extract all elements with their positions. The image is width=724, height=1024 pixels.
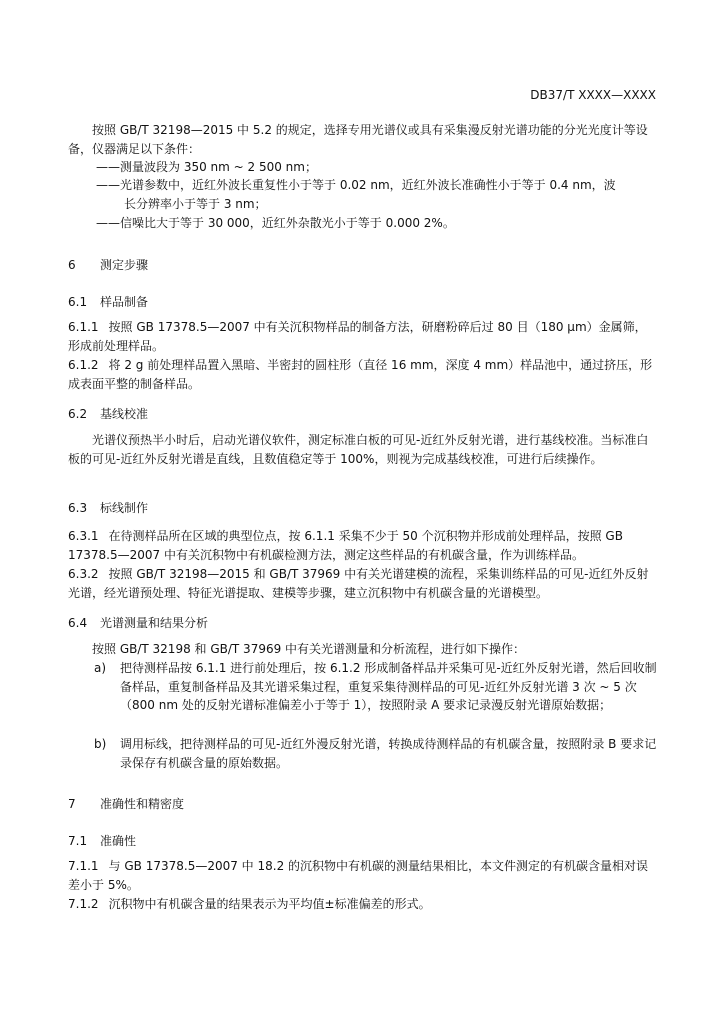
requirement-item-2: [96, 176, 656, 213]
section-number: 6.1: [68, 295, 88, 309]
list-text: 把待测样品按 6.1.1 进行前处理后，按 6.1.2 形成制备样品并采集可见-近红外反射光谱，然后回收制备样品，重复制备样品及其光谱采集过程，重复采集待测样品的可见-近红外反射光谱 3 次 ~ 5 次（800 nm 处的反射光谱标准偏差小于等于 1），按照附录 A 要求记录漫反射光谱原始数据；: [120, 661, 657, 712]
section-number: 6.4: [68, 616, 88, 630]
clause-6-3-2: [68, 565, 658, 602]
intro-paragraph: 按照 GB/T 32198—2015 中 5.2 的规定，选择专用光谱仪或具有采集漫反射光谱功能的分光光度计等设备，仪器满足以下条件：: [68, 123, 648, 156]
section-number: 7: [68, 797, 76, 811]
clause-text: 在待测样品所在区域的典型位点，按 6.1.1 采集不少于 50 个沉积物并形成前处理样品，按照 GB 17378.5—2007 中有关沉积物中有机碳检测方法，测定这些样品的有机碳含量，作为训练样品。: [68, 529, 623, 562]
requirement-item-2-line-2: 长分辨率小于等于 3 nm；: [124, 196, 267, 211]
section-title: 准确性: [100, 834, 137, 848]
section-number: 6: [68, 258, 76, 272]
clause-6-3-1: [68, 527, 658, 564]
section-title: 基线校准: [100, 407, 149, 421]
clause-text: 按照 GB/T 32198—2015 和 GB/T 37969 中有关光谱建模的流程，采集训练样品的可见-近红外反射光谱，经光谱预处理、特征光谱提取、建模等步骤，建立沉积物中有机碳含量的光谱模型。: [68, 567, 649, 600]
section-7-1-heading: [68, 832, 136, 849]
section-title: 样品制备: [100, 295, 149, 309]
section-6-2-paragraph: 光谱仪预热半小时后，启动光谱仪软件，测定标准白板的可见-近红外反射光谱，进行基线校准。当标准白板的可见-近红外反射光谱是直线，且数值稳定等于 100%，则视为完成基线校准，可进行后续操作。: [68, 433, 649, 466]
section-6-4-intro: 按照 GB/T 32198 和 GB/T 37969 中有关光谱测量和分析流程，进行如下操作：: [92, 642, 526, 656]
section-title: 准确性和精密度: [100, 797, 185, 811]
clause-number: 7.1.2: [68, 897, 99, 911]
requirement-item-1: ——测量波段为 350 nm ~ 2 500 nm；: [96, 160, 317, 174]
clause-text: 将 2 g 前处理样品置入黑暗、半密封的圆柱形（直径 16 mm，深度 4 mm）样品池中，通过挤压，形成表面平整的制备样品。: [68, 358, 653, 391]
requirement-item-3: ——信噪比大于等于 30 000，近红外杂散光小于等于 0.000 2%。: [96, 216, 455, 230]
section-number: 6.2: [68, 407, 88, 421]
document-code: DB37/T XXXX—XXXX: [530, 88, 656, 102]
list-label: b): [94, 737, 107, 751]
requirement-item-2-line-1: ——光谱参数中，近红外波长重复性小于等于 0.02 nm，近红外波长准确性小于等于 0.4 nm，波: [96, 178, 616, 192]
list-text: 调用标线，把待测样品的可见-近红外漫反射光谱，转换成待测样品的有机碳含量，按照附录 B 要求记录保存有机碳含量的原始数据。: [120, 737, 657, 770]
section-6-4-heading: [68, 614, 208, 631]
section-6-3-heading: [68, 499, 148, 516]
clause-7-1-1: [68, 857, 658, 894]
clause-number: 6.1.2: [68, 358, 99, 372]
section-6-1-heading: [68, 293, 148, 310]
clause-number: 6.3.1: [68, 529, 99, 543]
list-item-a: [94, 659, 658, 715]
clause-number: 6.3.2: [68, 567, 99, 581]
section-7-heading: [68, 795, 184, 812]
section-number: 6.3: [68, 501, 88, 515]
clause-text: 与 GB 17378.5—2007 中 18.2 的沉积物中有机碳的测量结果相比，本文件测定的有机碳含量相对误差小于 5%。: [68, 859, 649, 892]
clause-7-1-2: [68, 895, 658, 914]
clause-number: 6.1.1: [68, 320, 99, 334]
section-title: 测定步骤: [100, 258, 149, 272]
section-6-heading: [68, 256, 148, 273]
list-item-b: [94, 735, 658, 772]
clause-6-1-1: [68, 318, 658, 355]
clause-6-1-2: [68, 356, 658, 393]
section-title: 标线制作: [100, 501, 149, 515]
section-title: 光谱测量和结果分析: [100, 616, 209, 630]
clause-text: 按照 GB 17378.5—2007 中有关沉积物样品的制备方法，研磨粉碎后过 80 目（180 μm）金属筛，形成前处理样品。: [68, 320, 647, 353]
list-label: a): [94, 661, 107, 675]
clause-number: 7.1.1: [68, 859, 99, 873]
section-6-2-heading: [68, 405, 148, 422]
section-number: 7.1: [68, 834, 88, 848]
clause-text: 沉积物中有机碳含量的结果表示为平均值±标准偏差的形式。: [108, 897, 431, 911]
